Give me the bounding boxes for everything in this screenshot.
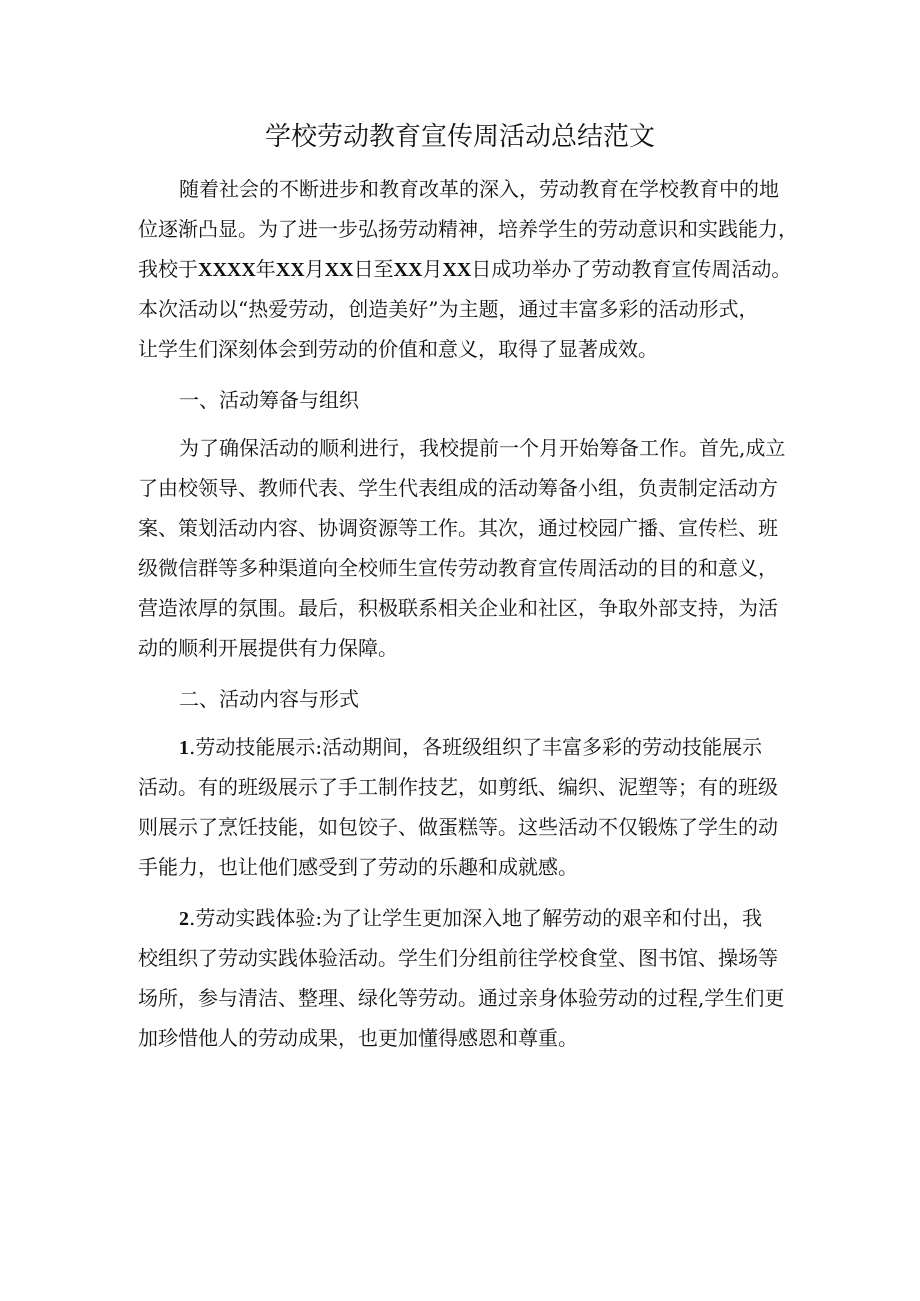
intro-line-1: 随着社会的不断进步和教育改革的深入，劳动教育在学校教育中的地 — [179, 177, 779, 201]
labor-skill-display-line-4: 手能力，也让他们感受到了劳动的乐趣和成就感。 — [138, 855, 578, 879]
intro-line-3 — [138, 249, 790, 289]
labor-practice-experience-first-line — [138, 898, 790, 938]
labor-skill-display-heading-text: .劳动技能展示:活动期间，各班级组织了丰富多彩的劳动技能展示 — [189, 735, 763, 759]
paragraph-spacer — [138, 420, 790, 428]
paragraph-spacer — [138, 887, 790, 898]
section-1-paragraph — [138, 428, 790, 668]
section-1-heading: 一、活动筹备与组织 — [179, 388, 359, 412]
item-number: 2 — [179, 908, 189, 930]
labor-skill-display-line-2: 活动。有的班级展示了手工制作技艺，如剪纸、编织、泥塑等；有的班级 — [138, 775, 778, 799]
intro-date-prefix: 我校于 — [138, 257, 198, 281]
section-1-line-2: 了由校领导、教师代表、学生代表组成的活动筹备小组，负责制定活动方 — [138, 476, 778, 500]
intro-year-placeholder: XXXX — [198, 259, 256, 281]
intro-line-4: 本次活动以“热爱劳动，创造美好”为主题，通过丰富多彩的活动形式， — [138, 297, 759, 321]
document-title: 学校劳动教育宣传周活动总结范文 — [264, 122, 655, 152]
intro-day-placeholder-1: XX — [324, 259, 354, 281]
labor-practice-experience-line-2: 校组织了劳动实践体验活动。学生们分组前往学校食堂、图书馆、操场等 — [138, 946, 778, 970]
labor-practice-experience-line-4: 加珍惜他人的劳动成果，也更加懂得感恩和尊重。 — [138, 1026, 578, 1050]
intro-month-placeholder-2: XX — [393, 259, 423, 281]
item-number: 1 — [179, 737, 189, 759]
paragraph-spacer — [138, 668, 790, 679]
section-1-line-3: 案、策划活动内容、协调资源等工作。其次，通过校园广播、宣传栏、班 — [138, 516, 778, 540]
intro-date-suffix: 日成功举办了劳动教育宣传周活动。 — [471, 257, 792, 281]
document-body — [138, 169, 798, 1058]
paragraph-spacer — [138, 719, 790, 727]
section-1-line-1: 为了确保活动的顺利进行，我校提前一个月开始筹备工作。首先,成立 — [179, 436, 786, 460]
labor-practice-experience-heading-text: .劳动实践体验:为了让学生更加深入地了解劳动的艰辛和付出，我 — [189, 906, 763, 930]
section-1-line-6: 动的顺利开展提供有力保障。 — [138, 636, 398, 660]
labor-skill-display-item — [138, 727, 790, 887]
labor-practice-experience-item — [138, 898, 790, 1058]
intro-month-unit-1: 月 — [304, 257, 325, 281]
intro-day-unit-1: 日至 — [353, 257, 394, 281]
intro-month-unit-2: 月 — [422, 257, 443, 281]
intro-month-placeholder-1: XX — [275, 259, 305, 281]
paragraph-spacer — [138, 369, 790, 380]
section-1-line-4: 级微信群等多种渠道向全校师生宣传劳动教育宣传周活动的目的和意义， — [138, 556, 778, 580]
section-2-heading: 二、活动内容与形式 — [179, 687, 359, 711]
labor-practice-experience-line-3: 场所，参与清洁、整理、绿化等劳动。通过亲身体验劳动的过程,学生们更 — [138, 986, 785, 1010]
section-1-line-5: 营造浓厚的氛围。最后，积极联系相关企业和社区，争取外部支持，为活 — [138, 596, 778, 620]
intro-paragraph — [138, 169, 798, 369]
intro-line-2: 位逐渐凸显。为了进一步弘扬劳动精神，培养学生的劳动意识和实践能力， — [138, 217, 798, 241]
labor-skill-display-line-3: 则展示了烹饪技能，如包饺子、做蛋糕等。这些活动不仅锻炼了学生的动 — [138, 815, 778, 839]
labor-skill-display-first-line — [138, 727, 790, 767]
intro-day-placeholder-2: XX — [442, 259, 472, 281]
intro-year-unit: 年 — [255, 257, 276, 281]
intro-line-5: 让学生们深刻体会到劳动的价值和意义，取得了显著成效。 — [138, 337, 658, 361]
